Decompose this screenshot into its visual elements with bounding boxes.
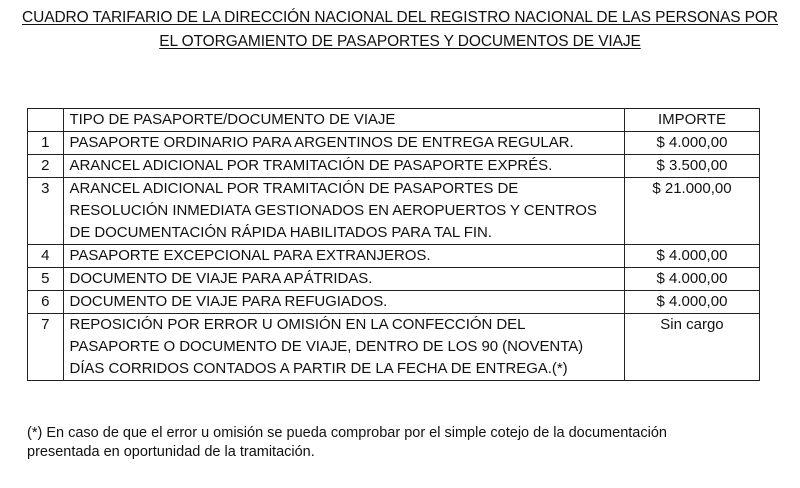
- row-number: 6: [28, 291, 64, 314]
- document-title: [0, 6, 800, 54]
- table-row: [28, 155, 760, 178]
- row-description: [63, 314, 624, 381]
- row-description-line: PASAPORTE O DOCUMENTO DE VIAJE, DENTRO DE LOS 90 (NOVENTA): [69, 338, 584, 355]
- row-description-line: PASAPORTE EXCEPCIONAL PARA EXTRANJEROS.: [69, 247, 431, 264]
- row-description-line: RESOLUCIÓN INMEDIATA GESTIONADOS EN AEROPUERTOS Y CENTROS: [69, 202, 597, 219]
- row-number: 3: [28, 178, 64, 245]
- table-row: [28, 245, 760, 268]
- row-description-line: DÍAS CORRIDOS CONTADOS A PARTIR DE LA FECHA DE ENTREGA.(*): [69, 360, 568, 377]
- row-importe: Sin cargo: [624, 314, 759, 381]
- row-number: 4: [28, 245, 64, 268]
- row-description: [63, 132, 624, 155]
- title-line-1: CUADRO TARIFARIO DE LA DIRECCIÓN NACIONAL DEL REGISTRO NACIONAL DE LAS PERSONAS POR: [22, 9, 778, 26]
- row-description: [63, 268, 624, 291]
- row-description-line: ARANCEL ADICIONAL POR TRAMITACIÓN DE PASAPORTE EXPRÉS.: [69, 157, 553, 174]
- row-description-line: DE DOCUMENTACIÓN RÁPIDA HABILITADOS PARA TAL FIN.: [69, 224, 492, 241]
- header-tipo-cell: TIPO DE PASAPORTE/DOCUMENTO DE VIAJE: [63, 109, 624, 132]
- row-description-line: ARANCEL ADICIONAL POR TRAMITACIÓN DE PASAPORTES DE: [69, 180, 519, 197]
- row-description: [63, 155, 624, 178]
- tariff-table: [27, 108, 760, 381]
- table-row: [28, 268, 760, 291]
- row-description: [63, 178, 624, 245]
- footnote-line-2: presentada en oportunidad de la tramitación.: [27, 444, 315, 460]
- row-number: 5: [28, 268, 64, 291]
- table-header-row: [28, 109, 760, 132]
- row-description-line: DOCUMENTO DE VIAJE PARA APÁTRIDAS.: [69, 270, 373, 287]
- row-importe: $ 4.000,00: [624, 268, 759, 291]
- table-row: [28, 132, 760, 155]
- footnote-line-1: (*) En caso de que el error u omisión se pueda comprobar por el simple cotejo de la documentación: [27, 425, 667, 441]
- row-importe: $ 4.000,00: [624, 245, 759, 268]
- row-importe: $ 3.500,00: [624, 155, 759, 178]
- header-importe-cell: IMPORTE: [624, 109, 759, 132]
- row-importe: $ 4.000,00: [624, 132, 759, 155]
- row-description: [63, 291, 624, 314]
- row-description-line: REPOSICIÓN POR ERROR U OMISIÓN EN LA CONFECCIÓN DEL: [69, 316, 526, 333]
- row-description-line: DOCUMENTO DE VIAJE PARA REFUGIADOS.: [69, 293, 388, 310]
- title-line-2: EL OTORGAMIENTO DE PASAPORTES Y DOCUMENTOS DE VIAJE: [159, 33, 641, 50]
- row-importe: $ 21.000,00: [624, 178, 759, 245]
- row-number: 1: [28, 132, 64, 155]
- row-importe: $ 4.000,00: [624, 291, 759, 314]
- header-num-cell: [28, 109, 64, 132]
- row-description: [63, 245, 624, 268]
- table-row: [28, 178, 760, 245]
- footnote: [27, 424, 787, 462]
- row-number: 7: [28, 314, 64, 381]
- table-row: [28, 291, 760, 314]
- row-number: 2: [28, 155, 64, 178]
- table-row: [28, 314, 760, 381]
- row-description-line: PASAPORTE ORDINARIO PARA ARGENTINOS DE ENTREGA REGULAR.: [69, 134, 574, 151]
